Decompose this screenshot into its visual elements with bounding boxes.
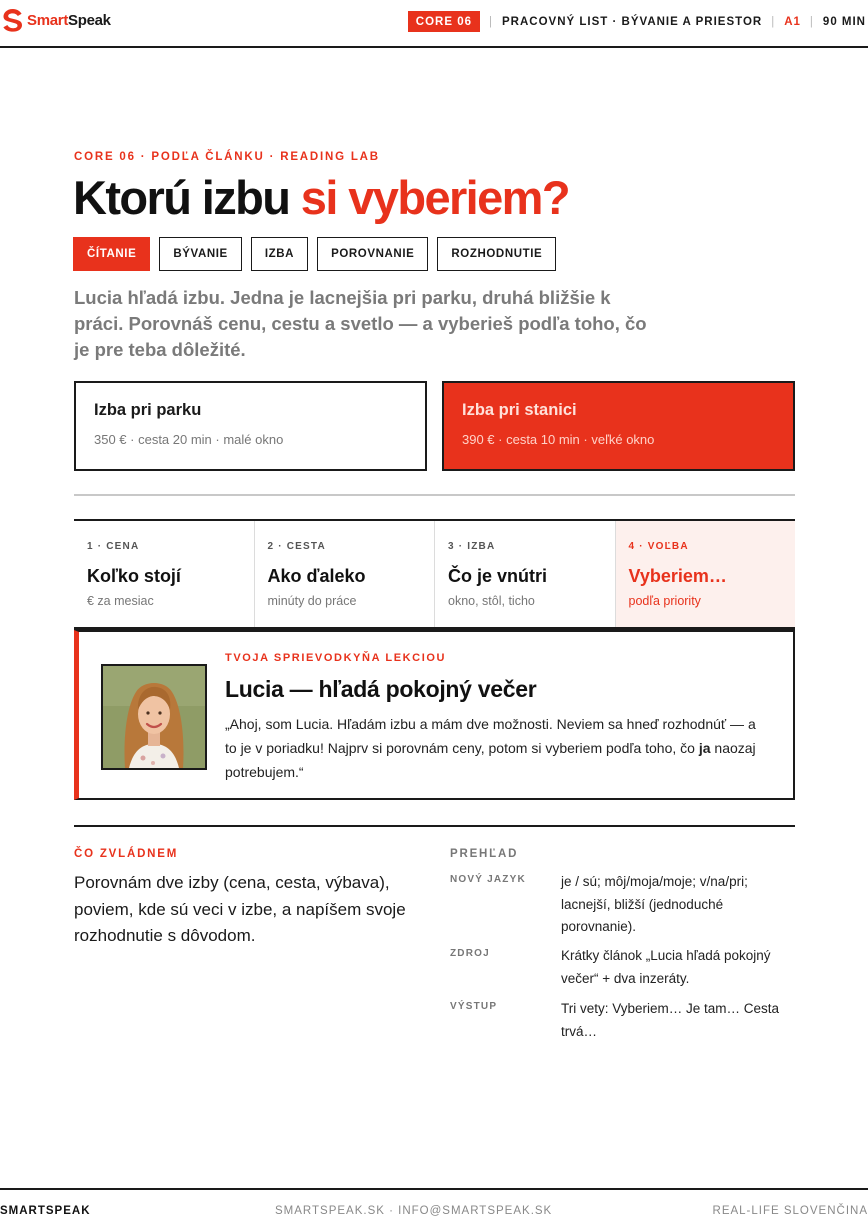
step-number: 2 · CESTA — [267, 541, 326, 552]
room-card-park[interactable] — [74, 381, 427, 471]
step-subtitle: okno, stôl, ticho — [448, 594, 535, 608]
room-title: Izba pri stanici — [462, 401, 577, 419]
lead-paragraph: Lucia hľadá izbu. Jedna je lacnejšia pri parku, druhá bližšie k práci. Porovnáš cenu, cestu a svetlo — a vyberieš podľa toho, čo je pre teba dôležité. — [74, 287, 647, 360]
step-number: 4 · VOĽBA — [628, 541, 689, 552]
footer-brand: SMARTSPEAK — [0, 1205, 91, 1217]
smartspeak-logo-icon — [2, 8, 24, 32]
brand-smart: Smart — [27, 11, 69, 29]
title-accent: si vyberiem? — [300, 171, 569, 224]
step-title: Čo je vnútri — [448, 566, 548, 586]
brand-speak: Speak — [68, 11, 111, 29]
core-badge: CORE 06 — [408, 11, 480, 32]
step-price — [74, 521, 255, 627]
step-room — [435, 521, 616, 627]
guide-kicker: TVOJA SPRIEVODKYŇA LEKCIOU — [225, 652, 447, 664]
outcomes-heading: ČO ZVLÁDNEM — [74, 848, 179, 860]
tag-byvanie[interactable]: BÝVANIE — [159, 237, 241, 271]
room-title: Izba pri parku — [94, 401, 202, 419]
overview-heading: PREHĽAD — [450, 848, 519, 860]
level-label: A1 — [784, 15, 801, 28]
overview-value: Krátky článok „Lucia hľadá pokojný večer“ + dva inzeráty. — [561, 948, 771, 986]
title-main: Ktorú izbu — [73, 171, 301, 224]
header-separator: | — [489, 15, 494, 28]
brand-name — [27, 12, 111, 29]
header-meta — [408, 11, 866, 32]
worksheet-label: PRACOVNÝ LIST · BÝVANIE A PRIESTOR — [502, 15, 763, 28]
header-separator: | — [771, 15, 776, 28]
outcomes-text: Porovnám dve izby (cena, cesta, výbava), poviem, kde sú veci v izbe, a napíšem svoje rozhodnutie s dôvodom. — [74, 873, 406, 945]
quote-emphasis: ja — [698, 740, 711, 756]
guide-portrait-icon — [103, 666, 205, 768]
tag-rozhodnutie[interactable]: ROZHODNUTIE — [437, 237, 556, 271]
duration-label: 90 MIN — [822, 15, 866, 28]
quote-start: „Ahoj, som Lucia. Hľadám izbu a mám dve možnosti. Neviem sa hneď rozhodnúť — a to je v poriadku! Najprv si porovnám ceny, potom si vyberiem podľa toho, čo — [225, 716, 756, 756]
overview-key: NOVÝ JAZYK — [450, 874, 526, 885]
steps-row — [74, 519, 795, 630]
step-title: Ako ďaleko — [267, 566, 366, 586]
header-separator: | — [809, 15, 814, 28]
divider — [74, 494, 795, 496]
step-choice — [616, 521, 796, 627]
tag-izba[interactable]: IZBA — [251, 237, 308, 271]
guide-avatar — [101, 664, 207, 770]
tag-porovnanie[interactable]: POROVNANIE — [317, 237, 428, 271]
room-card-station[interactable] — [442, 381, 795, 471]
step-commute — [255, 521, 436, 627]
top-header — [0, 0, 868, 48]
step-number: 1 · CENA — [87, 541, 140, 552]
tag-citanie[interactable]: ČÍTANIE — [73, 237, 150, 271]
step-subtitle: podľa priority — [628, 594, 701, 608]
brand-logo[interactable] — [2, 8, 111, 32]
page-title — [73, 170, 569, 225]
room-details: 350 € · cesta 20 min · malé okno — [94, 432, 284, 447]
guide-quote — [225, 712, 765, 784]
step-title: Koľko stojí — [87, 566, 181, 586]
overview-value: je / sú; môj/moja/moje; v/na/pri; lacnejší, bližší (jednoduché porovnanie). — [561, 874, 748, 934]
step-subtitle: € za mesiac — [87, 594, 154, 608]
footer-contact[interactable]: SMARTSPEAK.SK · INFO@SMARTSPEAK.SK — [275, 1205, 553, 1217]
overview-key: ZDROJ — [450, 948, 490, 959]
topic-tags — [73, 237, 556, 271]
hero-kicker: CORE 06 · PODĽA ČLÁNKU · READING LAB — [74, 151, 380, 163]
guide-card — [74, 630, 795, 800]
page-footer — [0, 1188, 868, 1228]
room-details: 390 € · cesta 10 min · veľké okno — [462, 432, 655, 447]
step-number: 3 · IZBA — [448, 541, 496, 552]
divider — [74, 825, 795, 827]
overview-value: Tri vety: Vyberiem… Je tam… Cesta trvá… — [561, 1001, 780, 1039]
step-title: Vyberiem… — [628, 566, 727, 586]
guide-title: Lucia — hľadá pokojný večer — [225, 676, 537, 702]
footer-tagline: REAL-LIFE SLOVENČINA — [712, 1205, 868, 1217]
overview-key: VÝSTUP — [450, 1001, 498, 1012]
step-subtitle: minúty do práce — [267, 594, 357, 608]
quote-end: naozaj potrebujem.“ — [225, 740, 756, 780]
